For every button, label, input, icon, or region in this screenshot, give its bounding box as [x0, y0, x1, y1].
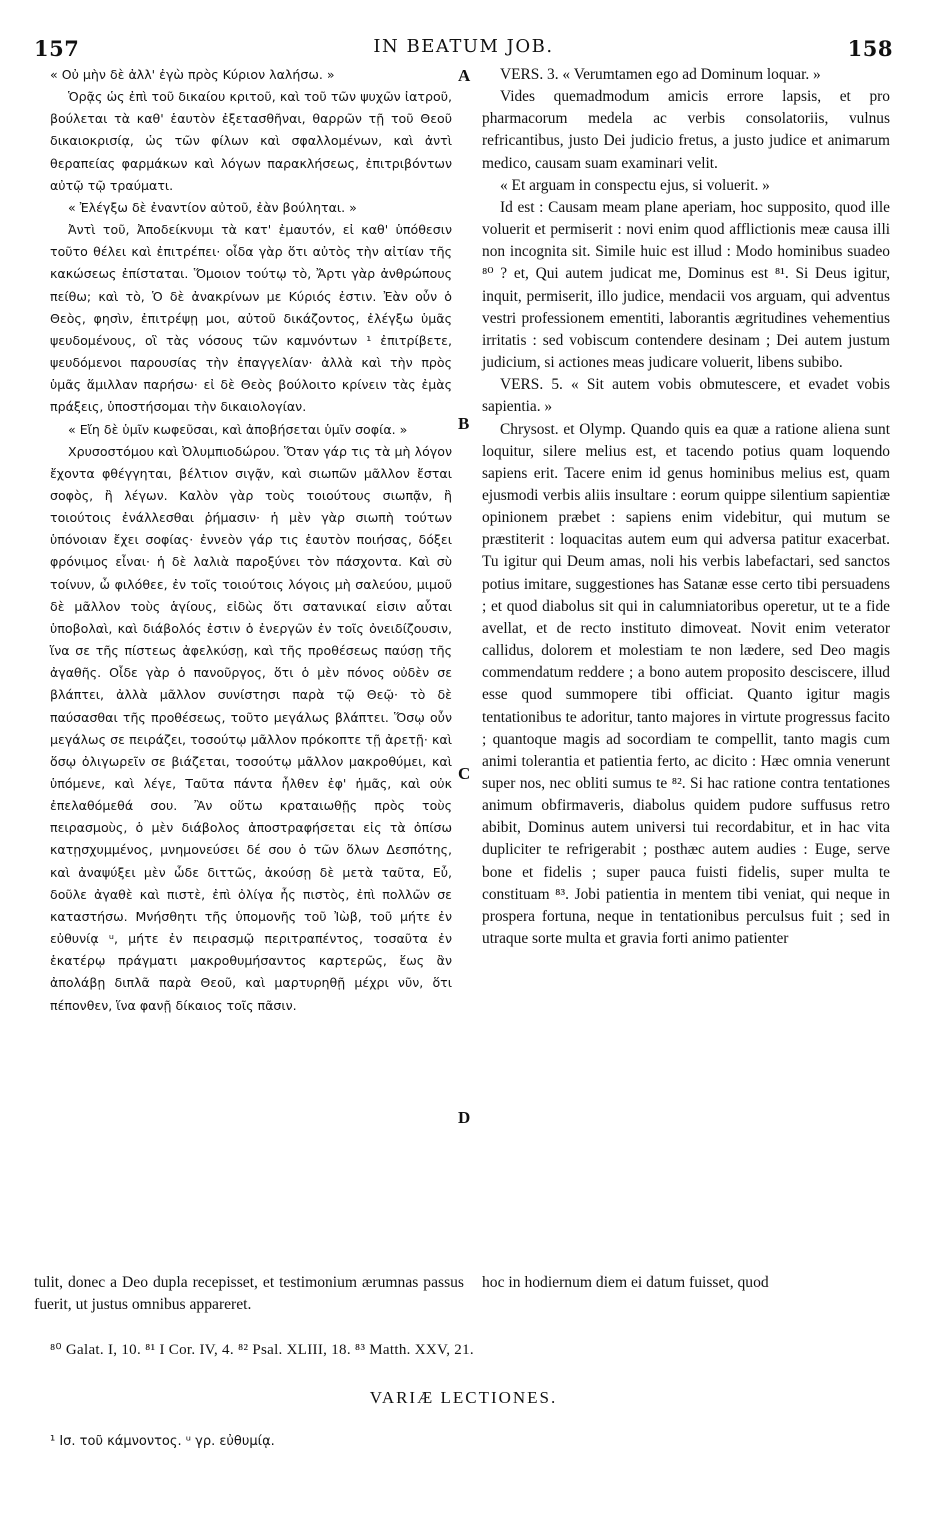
greek-paragraph-2: Ἀντὶ τοῦ, Ἀποδείκνυμι τὰ κατ' ἐμαυτόν, εἰ καθ' ὑπόθεσιν τοῦτο θέλει καὶ ἐπιτρέπει· οἶδα γὰρ ὅτι αὐτὸς τὴν αἰτίαν τῆς κακώσεως ἐπίσταται. Ὅμοιον τούτῳ τὸ, Ἄρτι γὰρ ἀνθρώπους πείθω; καὶ τὸ, Ὁ δὲ ἀνακρίνων με Κύριός ἐστιν. Ἐὰν οὖν ὁ Θεὸς, φησὶν, ἐπιτρέψῃ μοι, αὐτοῦ δικάζοντος, ἐλέγξω ὑμᾶς ψευδομένους, οἳ τὰς νόσους τῶν καμνόντων ¹ ἐπιτρίβετε, ψευδόμενοι παρουσίας τὴν ἐπαγγελίαν· ἀλλὰ καὶ τὴν πρὸς ὑμᾶς ἅμιλλαν παρήσω· εἰ δὲ Θεὸς βούλοιτο κρίνειν τὰς ἐμὰς πράξεις, ὑποστήσομαι τὴν δικαιολογίαν.	[50, 222, 452, 415]
page-number-right: 158	[847, 36, 893, 61]
greek-column	[50, 64, 452, 1017]
latin-paragraph-1: Vides quemadmodum amicis errore lapsis, et pro pharmacorum medela ac verbis consolatoriis, vulnus refricantibus, justo Dei judicio fretus, a justo judice et animarum medico, causam suam examinari velit.	[482, 88, 890, 172]
footnotes: ⁸⁰ Galat. I, 10. ⁸¹ I Cor. IV, 4. ⁸² Psal. XLIII, 18. ⁸³ Matth. XXV, 21.	[50, 1342, 474, 1358]
page-header	[34, 36, 893, 62]
margin-letter-d: D	[458, 1108, 471, 1127]
margin-letter-a: A	[458, 66, 471, 85]
variae-lectiones-title: VARIÆ LECTIONES.	[369, 1388, 558, 1407]
page-number-left: 157	[34, 36, 80, 61]
greek-paragraph-3: Χρυσοστόμου καὶ Ὀλυμπιοδώρου. Ὅταν γάρ τις τὰ μὴ λόγον ἔχοντα φθέγγηται, βέλτιον σιγᾷν, καὶ σιωπῶν μᾶλλον ἔσται σοφὸς, ἢ λέγων. Καλὸν γὰρ τοὺς τοιούτους σιωπᾷν, ἢ τοιούτοις ἐνάλλεσθαι ῥήμασιν· ἡ μὲν γὰρ σιωπὴ τούτων ὑπόνοιαν ἔχει σοφίας· ἐννεὸν γάρ τις ἑαυτὸν ποιήσας, δόξει φρόνιμος εἶναι· ἡ δὲ λαλιὰ παροξύνει τὸν πάσχοντα. Καὶ σὺ τοίνυν, ὦ φιλόθεε, ἐν τοῖς τοιούτοις λόγοις μὴ σαλεύου, μιμοῦ δὲ μᾶλλον τοὺς ἁγίους, εἰδὼς ὅτι σατανικαί εἰσιν αὗται ὑποβολαὶ, καὶ διάβολός ἐστιν ὁ ἐνεργῶν ἐν τοῖς ὀνειδίζουσιν, ἵνα σε τῆς πίστεως ἀφελκύσῃ, καὶ τῆς προθέσεως παύσῃ τῆς ἀγαθῆς. Οἶδε γὰρ ὁ πανοῦργος, ὅτι ὁ μὲν πόνος οὐδὲν σε βλάπτει, ἀλλὰ μᾶλλον συνίστησι παρὰ τῷ Θεῷ· τὸ δὲ παύσασθαι τῆς προθέσεως, τοῦτο μεγάλως βλάπτει. Ὅσῳ οὖν μεγάλως σε πειράζει, τοσούτῳ μᾶλλον πρόκοπτε τῇ ἀρετῇ· καὶ ὅσῳ ὀλιγωρεῖν σε βιάζεται, τοσούτῳ μᾶλλον μακροθύμει, καὶ ὑπόμενε, καὶ λέγε, Ταῦτα πάντα ἦλθεν ἐφ' ἡμᾶς, καὶ οὐκ ἐπελαθόμεθά σου. Ἂν οὕτω κραταιωθῇς πρὸς τοὺς πειρασμοὺς, ὁ μὲν διάβολος ἀποστραφήσεται εἰς τὰ ὀπίσω κατῃσχυμμένος, μνημονεύσει δέ σου ὁ τῶν ὅλων Δεσπότης, καὶ ἀναψύξει μὲν ὧδε διττῶς, ἀκούσῃ δὲ μετὰ ταῦτα, Εὖ, δοῦλε ἀγαθὲ καὶ πιστὲ, ἐπὶ ὀλίγα ἦς πιστὸς, ἐπὶ πολλῶν σε καταστήσω. Μνήσθητι τῆς ὑπομονῆς τοῦ Ἰὼβ, τοῦ μήτε ἐν εὐθυνίᾳ ᵘ, μήτε ἐν πειρασμῷ περιτραπέντος, τοσαῦτα ἐν ἑκατέρῳ πράγματι μακροθυμήσαντος καρτερῶς, ἕως ἂν ἀπολάβῃ διπλᾶ παρὰ Θεοῦ, καὶ μαρτυρηθῇ μέχρι νῦν, ὅτι πέπονθεν, ἵνα φανῇ δίκαιος τοῖς πᾶσιν.	[50, 443, 452, 1013]
greek-lemma-3: « Εἴη δὲ ὑμῖν κωφεῦσαι, καὶ ἀποβήσεται ὑμῖν σοφία. »	[68, 421, 408, 437]
greek-lemma-1: « Οὐ μὴν δὲ ἀλλ' ἐγὼ πρὸς Κύριον λαλήσω. »	[50, 67, 335, 82]
variae-lectiones-line: ¹ Ισ. τοῦ κάμνοντος. ᵘ γρ. εὐθυμίᾳ.	[50, 1434, 275, 1449]
margin-letter-c: C	[458, 764, 471, 783]
latin-lemma-3: VERS. 5. « Sit autem vobis obmutescere, et evadet vobis sapientia. »	[482, 376, 890, 416]
bottom-left-text: tulit, donec a Deo dupla recepisset, et testimonium ærumnas passus fuerit, ut justus omnibus appareret.	[34, 1274, 464, 1313]
latin-lemma-1: VERS. 3. « Verumtamen ego ad Dominum loquar. »	[500, 66, 821, 83]
greek-paragraph-1: Ὁρᾷς ὡς ἐπὶ τοῦ δικαίου κριτοῦ, καὶ τοῦ τῶν ψυχῶν ἰατροῦ, βούλεται τὰ καθ' ἑαυτὸν ἐξετασθῆναι, θαρρῶν τῇ τοῦ Θεοῦ δικαιοκρισίᾳ, ὡς τῶν φίλων καὶ σφαλλομένων, καὶ ἀντὶ θεραπείας φαρμάκων καὶ λόγων παρακλήσεως, ἐπιτριβόντων αὐτῷ τῷ τραύματι.	[50, 89, 452, 193]
running-title: IN BEATUM JOB.	[373, 36, 554, 57]
margin-letter-b: B	[458, 414, 470, 433]
latin-paragraph-2: Id est : Causam meam plane aperiam, hoc supposito, quod ille voluerit et permiserit : novi enim quod afflictionis meæ causa illi non incognita sit. Simile huic est illud : Modo hominibus suadeo ⁸⁰ ? et, Qui autem judicat me, Dominus est ⁸¹. Si Deus igitur, inquit, permiserit, illo judice, mendacii vos arguam, qui adventus vestri professionem ementiti, laborantis ægritudines vehementius irritatis : sed vobiscum contendere desinam ; Dei autem justum judicium, si actiones meas judicare voluerit, libens subibo.	[482, 198, 890, 372]
latin-paragraph-3: Chrysost. et Olymp. Quando quis ea quæ a ratione aliena sunt loquitur, silere melius est, et tacendo potius quam loquendo sapiens erit. Tacere enim id genus hominibus melius est, quam ejusmodi verbis aliis insultare : eorum quippe silentium sapientiæ opinionem præbet : sapiens enim videbitur, qui mutum se præstiterit : loquacitas autem eum qui adversa patitur exacerbat. Tu igitur qui Deum amas, noli his verbis labefactari, sed sanctos potius imitare, suggestiones has Satanæ esse certo tibi persuadens ; et quod diabolus sit qui in calumniatoribus operetur, ut te a fide avellat, et de recto instituto dimoveat. Novit enim veterator callidus, dolorem et molestiam te non lædere, sed Deo magis commendatum reddere ; a bono autem proposito desciscere, illud esse quod summopere tibi officiat. Quanto igitur magis tentationibus te adoritur, tanto majores in virtute progressus facito ; quantoque magis ad socordiam te compellit, tanto magis cum animi tolerantia et patientia ferto, ac dicito : Hæc omnia venerunt super nos, nec obliti sumus te ⁸². Si hac ratione contra tentationes animum obfirmaveris, diabolus quidem pudore suffusus retro abibit, Dominus autem universi tui recordabitur, et in hac vita dupliciter te refrigerabit ; posthæc autem audies : Euge, serve bone et fidelis ; super pauca fuisti fidelis, super multa te constituam ⁸³. Jobi patientia in mentem tibi veniat, qui neque in prospera fortuna, neque in tentationibus perculsus fuit ; sed in utraque sorte multa et gravia forti animo patienter	[482, 420, 890, 948]
bottom-right-text: hoc in hodiernum diem ei datum fuisset, quod	[482, 1274, 769, 1291]
greek-lemma-2: « Ἐλέγξω δὲ ἐναντίον αὐτοῦ, ἐὰν βούληται. »	[68, 199, 357, 215]
latin-lemma-2: « Et arguam in conspectu ejus, si voluerit. »	[500, 176, 770, 194]
latin-column	[482, 64, 890, 950]
